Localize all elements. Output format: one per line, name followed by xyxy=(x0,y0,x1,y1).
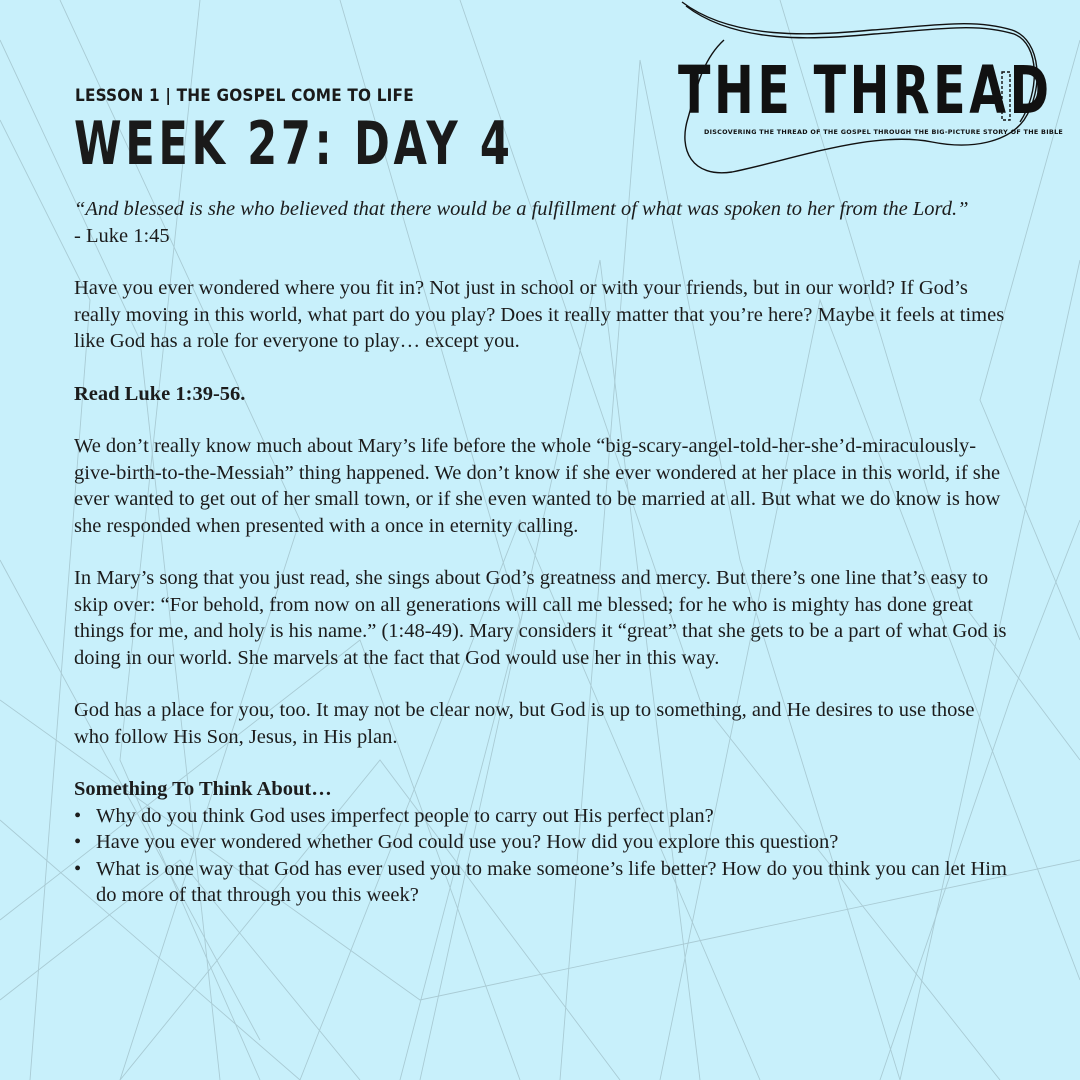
list-item xyxy=(74,803,1014,830)
list-item xyxy=(74,856,1014,909)
think-heading: Something To Think About… xyxy=(74,778,332,800)
page-title: WEEK 27: DAY 4 xyxy=(74,109,514,179)
song-paragraph: In Mary’s song that you just read, she sings about God’s greatness and mercy. But there’s one line that’s easy to skip over: “For behold, from now on all generations will call me blessed; for he who is mighty has done great things for me, and holy is his name.” (1:48-49). Mary considers it “great” that she gets to be a part of what God is doing in our world. She marvels at the fact that God would use her in this way. xyxy=(74,567,1007,669)
reading-assignment: Read Luke 1:39-56. xyxy=(74,382,246,405)
mary-paragraph: We don’t really know much about Mary’s life before the whole “big-scary-angel-told-her-she’d-miraculously-give-birth-to-the-Messiah” thing happened. We don’t know if she ever wondered at her place in this world, if she ever wanted to get out of her small town, or if she even wanted to be married at all. But what we do know is how she responded when presented with a once in eternity calling. xyxy=(74,435,1001,537)
lesson-label: LESSON 1 | THE GOSPEL COME TO LIFE xyxy=(75,86,414,106)
bullet-icon: • xyxy=(74,831,82,853)
logo-title: THE THREAD xyxy=(678,52,1053,129)
question-list xyxy=(74,803,1014,909)
verse-quote: “And blessed is she who believed that there would be a fulfillment of what was spoken to her from the Lord.” xyxy=(74,198,969,220)
place-paragraph: God has a place for you, too. It may not be clear now, but God is up to something, and He desires to use those who follow His Son, Jesus, in His plan. xyxy=(74,699,975,748)
question-text: What is one way that God has ever used you to make someone’s life better? How do you think you can let Him do more of that through you this week? xyxy=(96,857,1007,906)
bullet-icon: • xyxy=(74,804,82,827)
question-text: Have you ever wondered whether God could use you? How did you explore this question? xyxy=(96,831,839,853)
question-text: Why do you think God uses imperfect people to carry out His perfect plan? xyxy=(96,804,714,827)
bullet-icon: • xyxy=(74,857,82,880)
verse-reference: - Luke 1:45 xyxy=(74,224,170,247)
intro-paragraph: Have you ever wondered where you fit in? Not just in school or with your friends, but in our world? If God’s really moving in this world, what part do you play? Does it really matter that you’re here? Maybe it feels at times like God has a role for everyone to play… except you. xyxy=(74,277,1005,352)
devotional-body xyxy=(74,196,1014,909)
logo-subtitle: DISCOVERING THE THREAD OF THE GOSPEL THROUGH THE BIG-PICTURE STORY OF THE BIBLE xyxy=(704,128,1064,136)
list-item xyxy=(74,829,1014,856)
